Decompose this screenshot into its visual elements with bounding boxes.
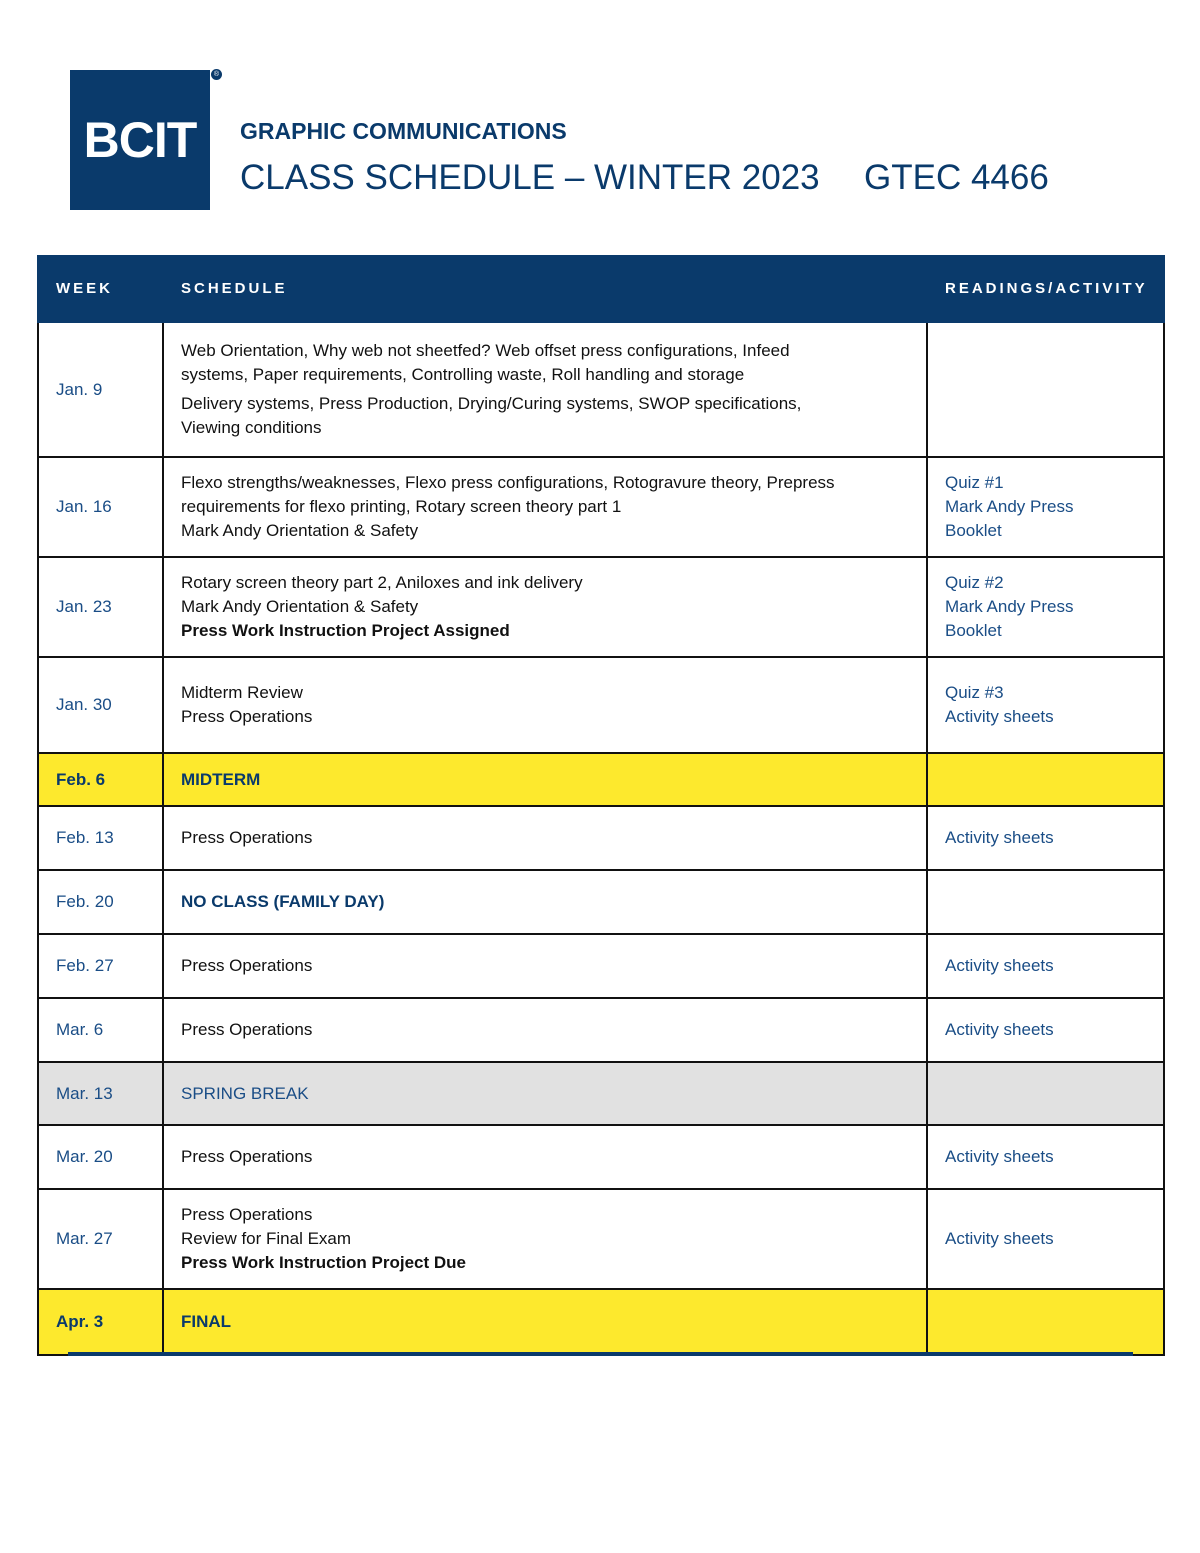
reading-item: Mark Andy Press xyxy=(945,497,1074,516)
week-cell: Mar. 6 xyxy=(38,998,163,1062)
week-cell: Feb. 6 xyxy=(38,753,163,806)
readings-cell: Activity sheets xyxy=(927,1125,1164,1189)
schedule-line: Flexo strengths/weaknesses, Flexo press configurations, Rotogravure theory, Prepress xyxy=(181,473,835,492)
reading-item: Quiz #3 xyxy=(945,683,1004,702)
reading-item: Mark Andy Press xyxy=(945,597,1074,616)
table-row xyxy=(38,934,1164,998)
schedule-line-bold: Press Work Instruction Project Assigned xyxy=(181,621,510,640)
schedule-cell: Press Operations xyxy=(163,1125,927,1189)
schedule-line: Review for Final Exam xyxy=(181,1229,352,1248)
table-row xyxy=(38,870,1164,934)
table-row xyxy=(38,1125,1164,1189)
schedule-table xyxy=(37,255,1165,1356)
schedule-cell xyxy=(163,457,927,557)
week-cell: Mar. 13 xyxy=(38,1062,163,1125)
readings-cell xyxy=(927,1289,1164,1355)
schedule-line: Mark Andy Orientation & Safety xyxy=(181,597,419,616)
schedule-line: Mark Andy Orientation & Safety xyxy=(181,521,419,540)
schedule-line: Viewing conditions xyxy=(181,418,322,437)
readings-cell xyxy=(927,753,1164,806)
week-cell: Mar. 27 xyxy=(38,1189,163,1289)
week-cell: Feb. 13 xyxy=(38,806,163,870)
readings-cell xyxy=(927,870,1164,934)
schedule-cell xyxy=(163,657,927,753)
schedule-cell xyxy=(163,557,927,657)
schedule-line: Press Operations xyxy=(181,1205,313,1224)
column-header-week: WEEK xyxy=(38,256,163,322)
reading-item: Booklet xyxy=(945,621,1002,640)
reading-item: Activity sheets xyxy=(945,707,1054,726)
schedule-line: Rotary screen theory part 2, Aniloxes and ink delivery xyxy=(181,573,583,592)
table-header-row xyxy=(38,256,1164,322)
week-cell: Apr. 3 xyxy=(38,1289,163,1355)
table-row xyxy=(38,1189,1164,1289)
schedule-cell xyxy=(163,322,927,457)
table-row-break xyxy=(38,1062,1164,1125)
bottom-divider xyxy=(68,1352,1133,1356)
schedule-line: Midterm Review xyxy=(181,683,303,702)
week-cell: Feb. 20 xyxy=(38,870,163,934)
reading-item: Quiz #1 xyxy=(945,473,1004,492)
week-cell: Jan. 30 xyxy=(38,657,163,753)
registered-mark-icon: ® xyxy=(211,69,222,80)
schedule-cell: MIDTERM xyxy=(163,753,927,806)
schedule-cell xyxy=(163,1189,927,1289)
schedule-line-bold: Press Work Instruction Project Due xyxy=(181,1253,466,1272)
schedule-cell: SPRING BREAK xyxy=(163,1062,927,1125)
week-cell: Feb. 27 xyxy=(38,934,163,998)
schedule-cell: NO CLASS (FAMILY DAY) xyxy=(163,870,927,934)
schedule-line: Web Orientation, Why web not sheetfed? Web offset press configurations, Infeed xyxy=(181,341,790,360)
readings-cell xyxy=(927,1062,1164,1125)
week-cell: Jan. 16 xyxy=(38,457,163,557)
department-name: GRAPHIC COMMUNICATIONS xyxy=(240,118,567,144)
week-cell: Jan. 9 xyxy=(38,322,163,457)
reading-item: Booklet xyxy=(945,521,1002,540)
readings-cell xyxy=(927,657,1164,753)
table-row xyxy=(38,322,1164,457)
schedule-line: Delivery systems, Press Production, Drying/Curing systems, SWOP specifications, xyxy=(181,394,802,413)
readings-cell: Activity sheets xyxy=(927,806,1164,870)
readings-cell xyxy=(927,322,1164,457)
readings-cell xyxy=(927,557,1164,657)
page-title: CLASS SCHEDULE – WINTER 2023 xyxy=(240,158,820,197)
schedule-line: requirements for flexo printing, Rotary screen theory part 1 xyxy=(181,497,622,516)
readings-cell: Activity sheets xyxy=(927,998,1164,1062)
table-row-final xyxy=(38,1289,1164,1355)
schedule-cell: Press Operations xyxy=(163,934,927,998)
readings-cell xyxy=(927,457,1164,557)
table-row xyxy=(38,998,1164,1062)
reading-item: Quiz #2 xyxy=(945,573,1004,592)
schedule-cell: Press Operations xyxy=(163,806,927,870)
schedule-cell: Press Operations xyxy=(163,998,927,1062)
table-row xyxy=(38,657,1164,753)
course-code: GTEC 4466 xyxy=(864,158,1049,197)
schedule-line: systems, Paper requirements, Controlling waste, Roll handling and storage xyxy=(181,365,745,384)
readings-cell: Activity sheets xyxy=(927,934,1164,998)
column-header-schedule: SCHEDULE xyxy=(163,256,927,322)
week-cell: Mar. 20 xyxy=(38,1125,163,1189)
table-row-midterm xyxy=(38,753,1164,806)
table-row xyxy=(38,806,1164,870)
table-row xyxy=(38,457,1164,557)
column-header-readings: READINGS/ACTIVITY xyxy=(927,256,1164,322)
readings-cell: Activity sheets xyxy=(927,1189,1164,1289)
table-row xyxy=(38,557,1164,657)
bcit-logo xyxy=(70,70,210,210)
schedule-line: Press Operations xyxy=(181,707,313,726)
logo-text: BCIT xyxy=(83,112,197,168)
week-cell: Jan. 23 xyxy=(38,557,163,657)
schedule-cell: FINAL xyxy=(163,1289,927,1355)
